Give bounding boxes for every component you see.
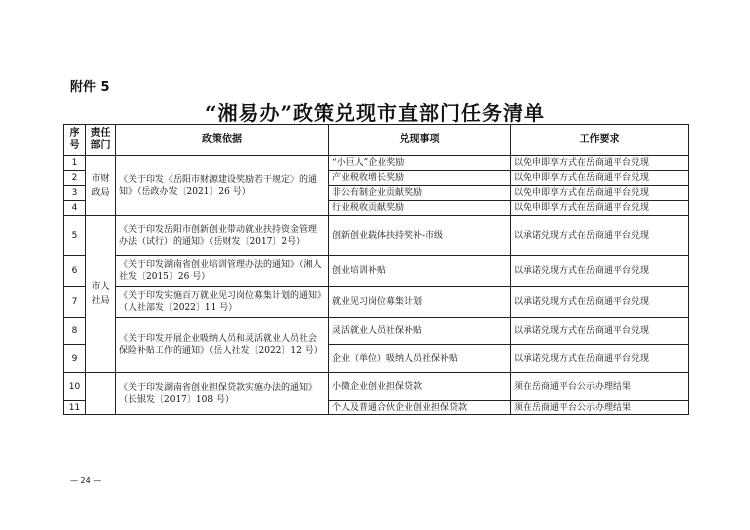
item-cell: 非公有制企业贡献奖励 bbox=[329, 186, 511, 201]
table-row bbox=[64, 256, 689, 287]
policy-basis: 《关于印发实施百万就业见习岗位募集计划的通知》（人社部发〔2022〕11 号） bbox=[116, 287, 329, 318]
item-cell: 产业税收增长奖励 bbox=[329, 171, 511, 186]
row-number: 7 bbox=[64, 287, 86, 318]
header-requirement: 工作要求 bbox=[511, 125, 689, 156]
item-cell: 个人及普通合伙企业创业担保贷款 bbox=[329, 401, 511, 415]
policy-basis: 《关于印发开展企业吸纳人员和灵活就业人员社会保险补贴工作的通知》（岳人社发〔2022〕12 号） bbox=[116, 318, 329, 373]
item-cell: 灵活就业人员社保补贴 bbox=[329, 318, 511, 345]
requirement-cell: 以免申即享方式在岳商通平台兑现 bbox=[511, 201, 689, 216]
row-number: 2 bbox=[64, 171, 86, 186]
table-row bbox=[64, 156, 689, 171]
requirement-cell: 以承诺兑现方式在岳商通平台兑现 bbox=[511, 287, 689, 318]
table-row bbox=[64, 216, 689, 256]
header-basis: 政策依据 bbox=[116, 125, 329, 156]
requirement-cell: 以免申即享方式在岳商通平台兑现 bbox=[511, 156, 689, 171]
item-cell: 创新创业载体扶持奖补-市级 bbox=[329, 216, 511, 256]
table-header-row bbox=[64, 125, 689, 156]
policy-basis: 《关于印发湖南省创业担保贷款实施办法的通知》（长银发〔2017〕108 号） bbox=[116, 373, 329, 415]
item-cell: 小微企业创业担保贷款 bbox=[329, 373, 511, 401]
requirement-cell: 以免申即享方式在岳商通平台兑现 bbox=[511, 186, 689, 201]
header-item: 兑现事项 bbox=[329, 125, 511, 156]
task-table bbox=[63, 124, 689, 415]
row-number: 8 bbox=[64, 318, 86, 345]
row-number: 5 bbox=[64, 216, 86, 256]
row-number: 3 bbox=[64, 186, 86, 201]
requirement-cell: 以承诺兑现方式在岳商通平台兑现 bbox=[511, 256, 689, 287]
header-dept: 责任 部门 bbox=[86, 125, 116, 156]
row-number: 4 bbox=[64, 201, 86, 216]
requirement-cell: 以承诺兑现方式在岳商通平台兑现 bbox=[511, 216, 689, 256]
header-no: 序 号 bbox=[64, 125, 86, 156]
row-number: 10 bbox=[64, 373, 86, 401]
requirement-cell: 须在岳商通平台公示办理结果 bbox=[511, 373, 689, 401]
row-number: 11 bbox=[64, 401, 86, 415]
policy-basis: 《关于印发〈岳阳市财源建设奖励若干规定〉的通知》（岳政办发〔2021〕26 号） bbox=[116, 156, 329, 216]
item-cell: 企业（单位）吸纳人员社保补贴 bbox=[329, 345, 511, 373]
row-number: 9 bbox=[64, 345, 86, 373]
item-cell: 就业见习岗位募集计划 bbox=[329, 287, 511, 318]
table-row bbox=[64, 373, 689, 401]
page-number: — 24 — bbox=[70, 476, 102, 485]
dept-hr: 市人 社局 bbox=[86, 216, 116, 373]
row-number: 1 bbox=[64, 156, 86, 171]
row-number: 6 bbox=[64, 256, 86, 287]
table-row bbox=[64, 287, 689, 318]
dept-finance: 市财 政局 bbox=[86, 156, 116, 216]
attachment-label: 附件 5 bbox=[70, 80, 110, 95]
policy-basis: 《关于印发湖南省创业培训管理办法的通知》（湘人社发〔2015〕26 号） bbox=[116, 256, 329, 287]
page-title: “湘易办”政策兑现市直部门任务清单 bbox=[204, 101, 545, 125]
requirement-cell: 以承诺兑现方式在岳商通平台兑现 bbox=[511, 318, 689, 345]
item-cell: 创业培训补贴 bbox=[329, 256, 511, 287]
item-cell: “小巨人”企业奖励 bbox=[329, 156, 511, 171]
item-cell: 行业税收贡献奖励 bbox=[329, 201, 511, 216]
dept-empty bbox=[86, 373, 116, 415]
requirement-cell: 以免申即享方式在岳商通平台兑现 bbox=[511, 171, 689, 186]
requirement-cell: 以承诺兑现方式在岳商通平台兑现 bbox=[511, 345, 689, 373]
policy-basis: 《关于印发岳阳市创新创业带动就业扶持资金管理办法（试行）的通知》（岳财发〔2017〕2号） bbox=[116, 216, 329, 256]
requirement-cell: 须在岳商通平台公示办理结果 bbox=[511, 401, 689, 415]
table-row bbox=[64, 318, 689, 345]
